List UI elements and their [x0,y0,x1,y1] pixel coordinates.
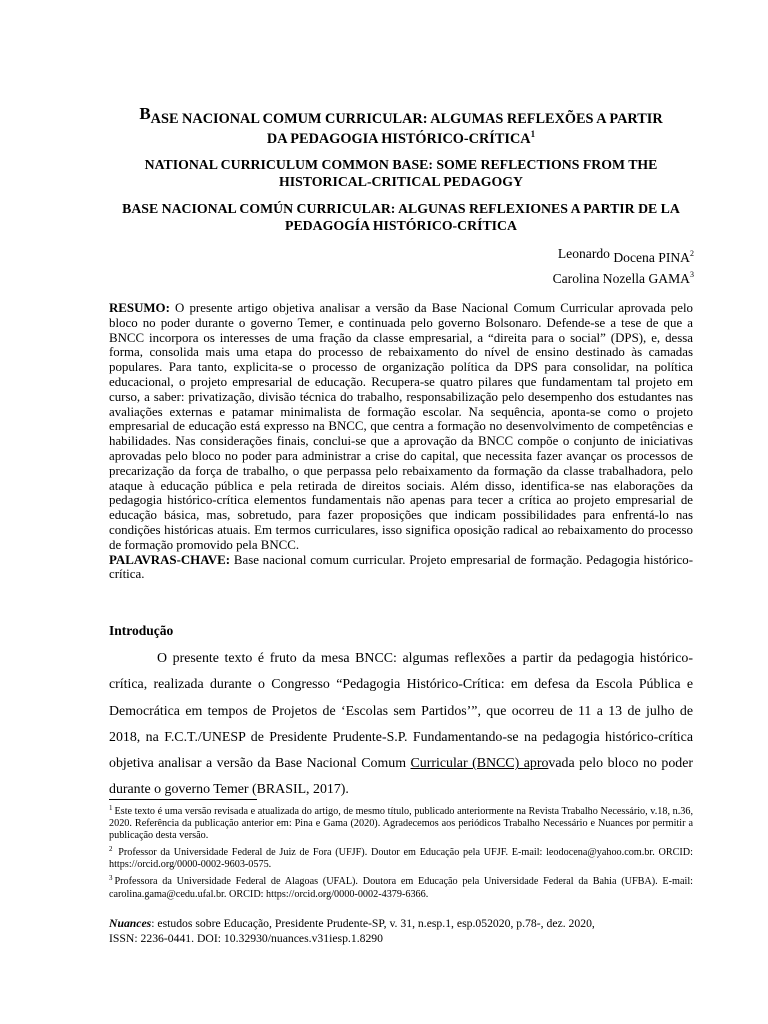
footnote-ref-2[interactable]: 2 [690,249,694,258]
title-portuguese [108,104,694,149]
abstract-text: O presente artigo objetiva analisar a versão da Base Nacional Comum Curricular aprovada pelo bloco no poder durante o governo Temer, e continuada pelo governo Bolsonaro. Defende-se a tese de que a BNCC incorpora os interesses de uma fração da classe empresarial, a “direita para o social” (DPS), e, dessa forma, consolida mais uma etapa do processo de rebaixamento do nível de ensino destinado às camadas populares. Para tanto, explicita-se o processo de organização política da DPS para consolidar, na política educacional, o projeto empresarial de educação. Recupera-se quatro pilares que fundamentam tal projeto em curso, a saber: privatização, divisão técnica do trabalho, responsabilização pelo desempenho dos estudantes nas avaliações externas e patamar minimalista de formação escolar. Na sequência, aponta-se como o projeto empresarial de educação está expresso na BNCC, que centra a formação no desenvolvimento de competências e habilidades. Nas considerações finais, conclui-se que a aprovação da BNCC compõe o conjunto de iniciativas aprovadas pelo bloco no poder para administrar a crise do capital, que necessita fazer avançar os processos de precarização da força de trabalho, o que perpassa pelo rebaixamento da formação da classe trabalhadora, pelo ataque à educação pública e pela retirada de direitos sociais. Além disso, identifica-se nas elaborações da pedagogia histórico-crítica elementos fundamentais não apenas para tecer a crítica ao projeto empresarial de educação básica, mas, sobretudo, para fazer proposições que indicam possibilidades para enfrentá-lo nas condições históricas atuais. Em termos curriculares, isso significa oposição radical ao rebaixamento do processo de formação promovido pela BNCC. [109,301,693,552]
title-english: NATIONAL CURRICULUM COMMON BASE: SOME REFLECTIONS FROM THE HISTORICAL-CRITICAL PEDAGOGY [144,157,658,189]
keywords-text: Base nacional comum curricular. Projeto empresarial de formação. Pedagogia histórico-crítica. [109,552,693,582]
abstract-paragraph [109,301,693,553]
title-pt-line2: DA PEDAGOGIA HISTÓRICO-CRÍTICA [266,131,531,147]
authors-block [553,243,694,289]
author-name: Carolina Nozella GAMA [552,271,690,286]
intro-underlined-text: Curricular (BNCC) apro [410,756,549,772]
author-pina [553,243,694,268]
footnote-text: Professor da Universidade Federal de Juiz de Fora (UFJF). Doutor em Educação pela UFJF. E-mail: leodocena@yahoo.com.br. ORCID: https://orcid.org/0000-0002-9603-0575. [109,847,693,871]
footnote-2 [109,847,693,871]
journal-details: : estudos sobre Educação, Presidente Prudente-SP, v. 31, n.esp.1, esp.052020, p.78-, dez. 2020, [151,917,595,930]
keywords [109,553,693,583]
section-heading-introduction: Introdução [109,623,174,638]
footnote-mark: 2 [109,845,113,854]
abstract-label: RESUMO: [109,301,170,315]
footnote-ref-1[interactable]: 1 [530,129,536,139]
journal-issn-doi: ISSN: 2236-0441. DOI: 10.32930/nuances.v31iesp.1.8290 [109,931,383,945]
footnote-text: Professora da Universidade Federal de Alagoas (UFAL). Doutora em Educação pela Universidade Federal da Bahia (UFBA). E-mail: carolina.gama@cedu.ufal.br. ORCID: https://orcid.org/0000-0002-4379-6366. [109,876,693,900]
intro-paragraph [109,646,693,804]
author-surname: Docena PINA [609,250,690,265]
footnote-mark: 1 [109,804,113,812]
title-pt-line1: ASE NACIONAL COMUM CURRICULAR: ALGUMAS REFLEXÕES A PARTIR [150,111,663,127]
author-gama [553,268,694,289]
title-spanish: BASE NACIONAL COMÚN CURRICULAR: ALGUNAS REFLEXIONES A PARTIR DE LA PEDAGOGÍA HISTÓRICO-CRÍTICA [122,201,680,233]
intro-text: O presente texto é fruto da mesa BNCC: algumas reflexões a partir da pedagogia histórico-crítica, realizada durante o Congresso “Pedagogia Histórico-Crítica: em defesa da Escola Pública e Democrática em tempos de Projetos de ‘Escolas sem Partidos’”, que ocorreu de 11 a 13 de julho de 2018, na F.C.T./UNESP de Presidente Prudente-S.P. Fundamentando-se na pedagogia histórico-crítica objetiva analisar a versão da Base Nacional Comum [109,651,693,772]
title-initial: B [139,104,151,123]
footnote-ref-3[interactable]: 3 [690,270,694,279]
footnotes [109,806,693,906]
journal-citation [109,917,693,946]
abstract [109,301,693,582]
footnote-mark: 3 [109,874,113,883]
intro-text-end: vada pelo bloco no poder durante o governo Temer (BRASIL, 2017). [109,756,693,798]
title-block [108,104,694,234]
keywords-label: PALAVRAS-CHAVE: [109,552,231,567]
footnote-separator [109,799,257,800]
journal-name: Nuances [109,917,152,930]
footnote-3 [109,876,693,900]
footnote-1 [109,806,693,842]
author-first-name: Leonardo [557,246,610,261]
footnote-text: Este texto é uma versão revisada e atualizada do artigo, de mesmo título, publicado anteriormente na Revista Trabalho Necessário, v.18, n.36, 2020. Referência da publicação anterior em: Pina e Gama (2020). Agradecemos aos periódicos Trabalho Necessário e Nuances por permitir a publicação desta versão. [109,806,693,842]
